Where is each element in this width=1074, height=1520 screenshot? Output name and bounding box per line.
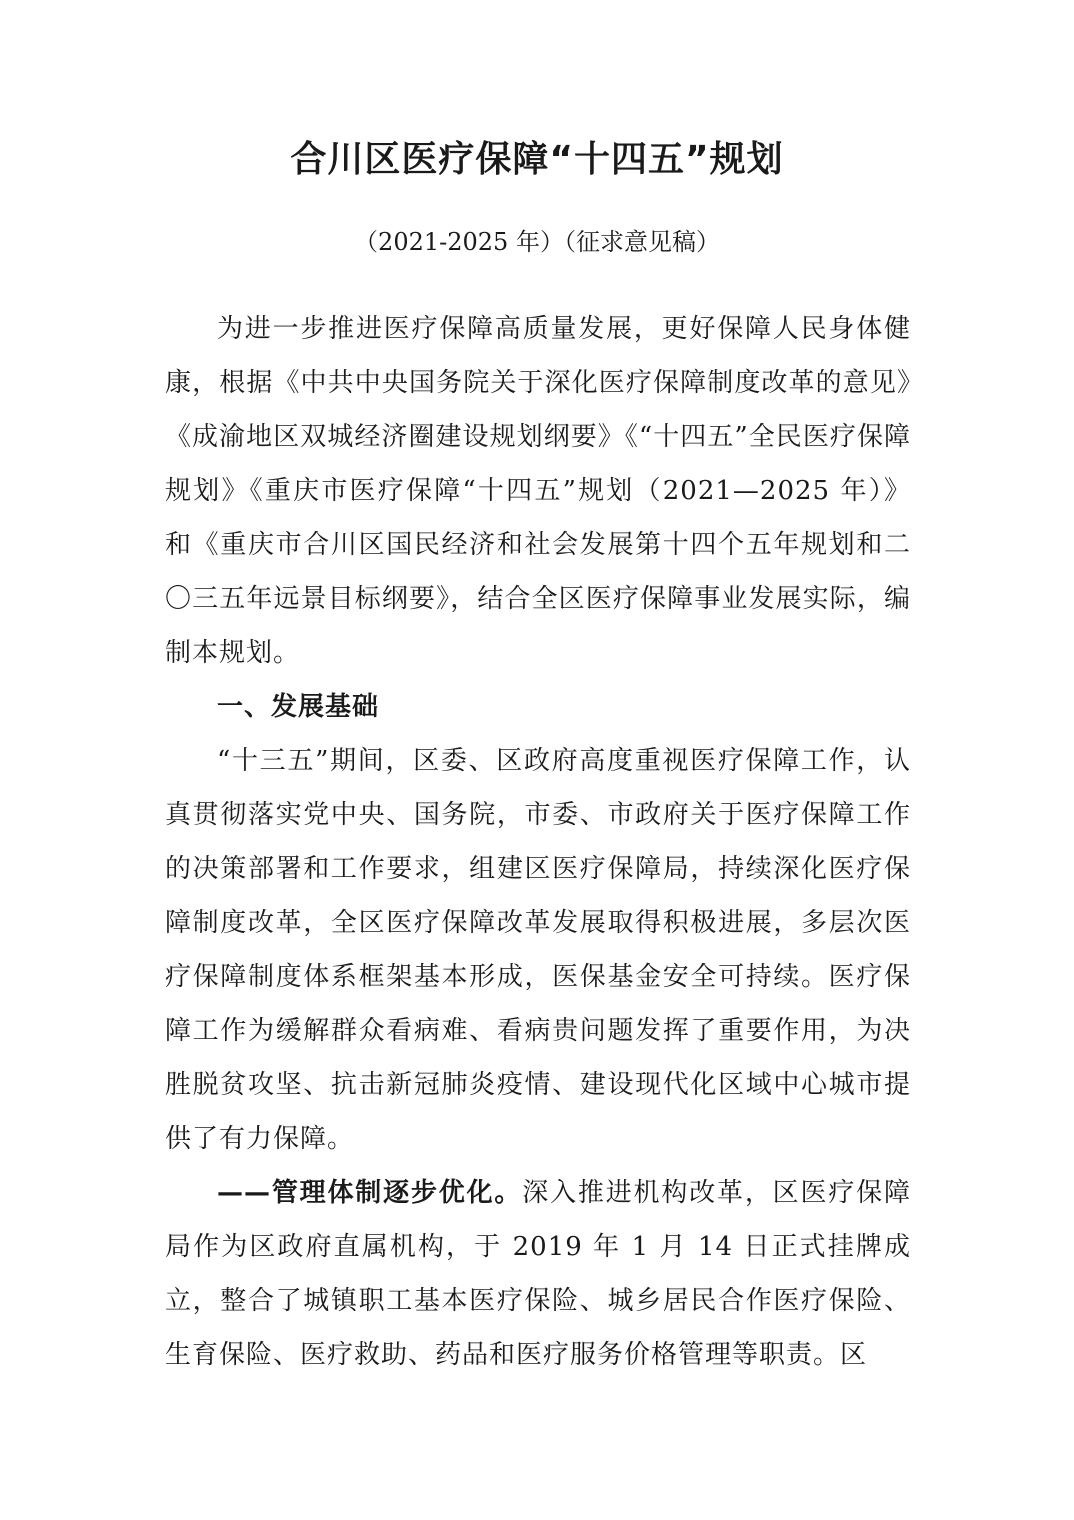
intro-paragraph: 为进一步推进医疗保障高质量发展，更好保障人民身体健康，根据《中共中央国务院关于深化医疗保障制度改革的意见》《成渝地区双城经济圈建设规划纲要》《“十四五”全民医疗保障规划》《重庆市医疗保障“十四五”规划（2021—2025 年）》和《重庆市合川区国民经济和社会发展第十四个五年规划和二〇三五年远景目标纲要》，结合全区医疗保障事业发展实际，编制本规划。: [165, 314, 911, 668]
management-paragraph: [165, 1166, 911, 1382]
section-paragraph: “十三五”期间，区委、区政府高度重视医疗保障工作，认真贯彻落实党中央、国务院，市委、市政府关于医疗保障工作的决策部署和工作要求，组建区医疗保障局，持续深化医疗保障制度改革，全区医疗保障改革发展取得积极进展，多层次医疗保障制度体系框架基本形成，医保基金安全可持续。医疗保障工作为缓解群众看病难、看病贵问题发挥了重要作用，为决胜脱贫攻坚、抗击新冠肺炎疫情、建设现代化区域中心城市提供了有力保障。: [165, 746, 911, 1154]
document-body: [165, 302, 911, 1382]
document-title: 合川区医疗保障“十四五”规划: [290, 139, 784, 180]
management-text: 深入推进机构改革，区医疗保障局作为区政府直属机构，于 2019 年 1 月 14 日正式挂牌成立，整合了城镇职工基本医疗保险、城乡居民合作医疗保险、生育保险、医疗救助、药品和医疗服务价格管理等职责。区: [165, 1178, 911, 1370]
management-lead: ——管理体制逐步优化。: [217, 1178, 523, 1208]
section-heading: 一、发展基础: [217, 692, 380, 722]
document-subtitle: （2021-2025 年）（征求意见稿）: [354, 228, 720, 256]
